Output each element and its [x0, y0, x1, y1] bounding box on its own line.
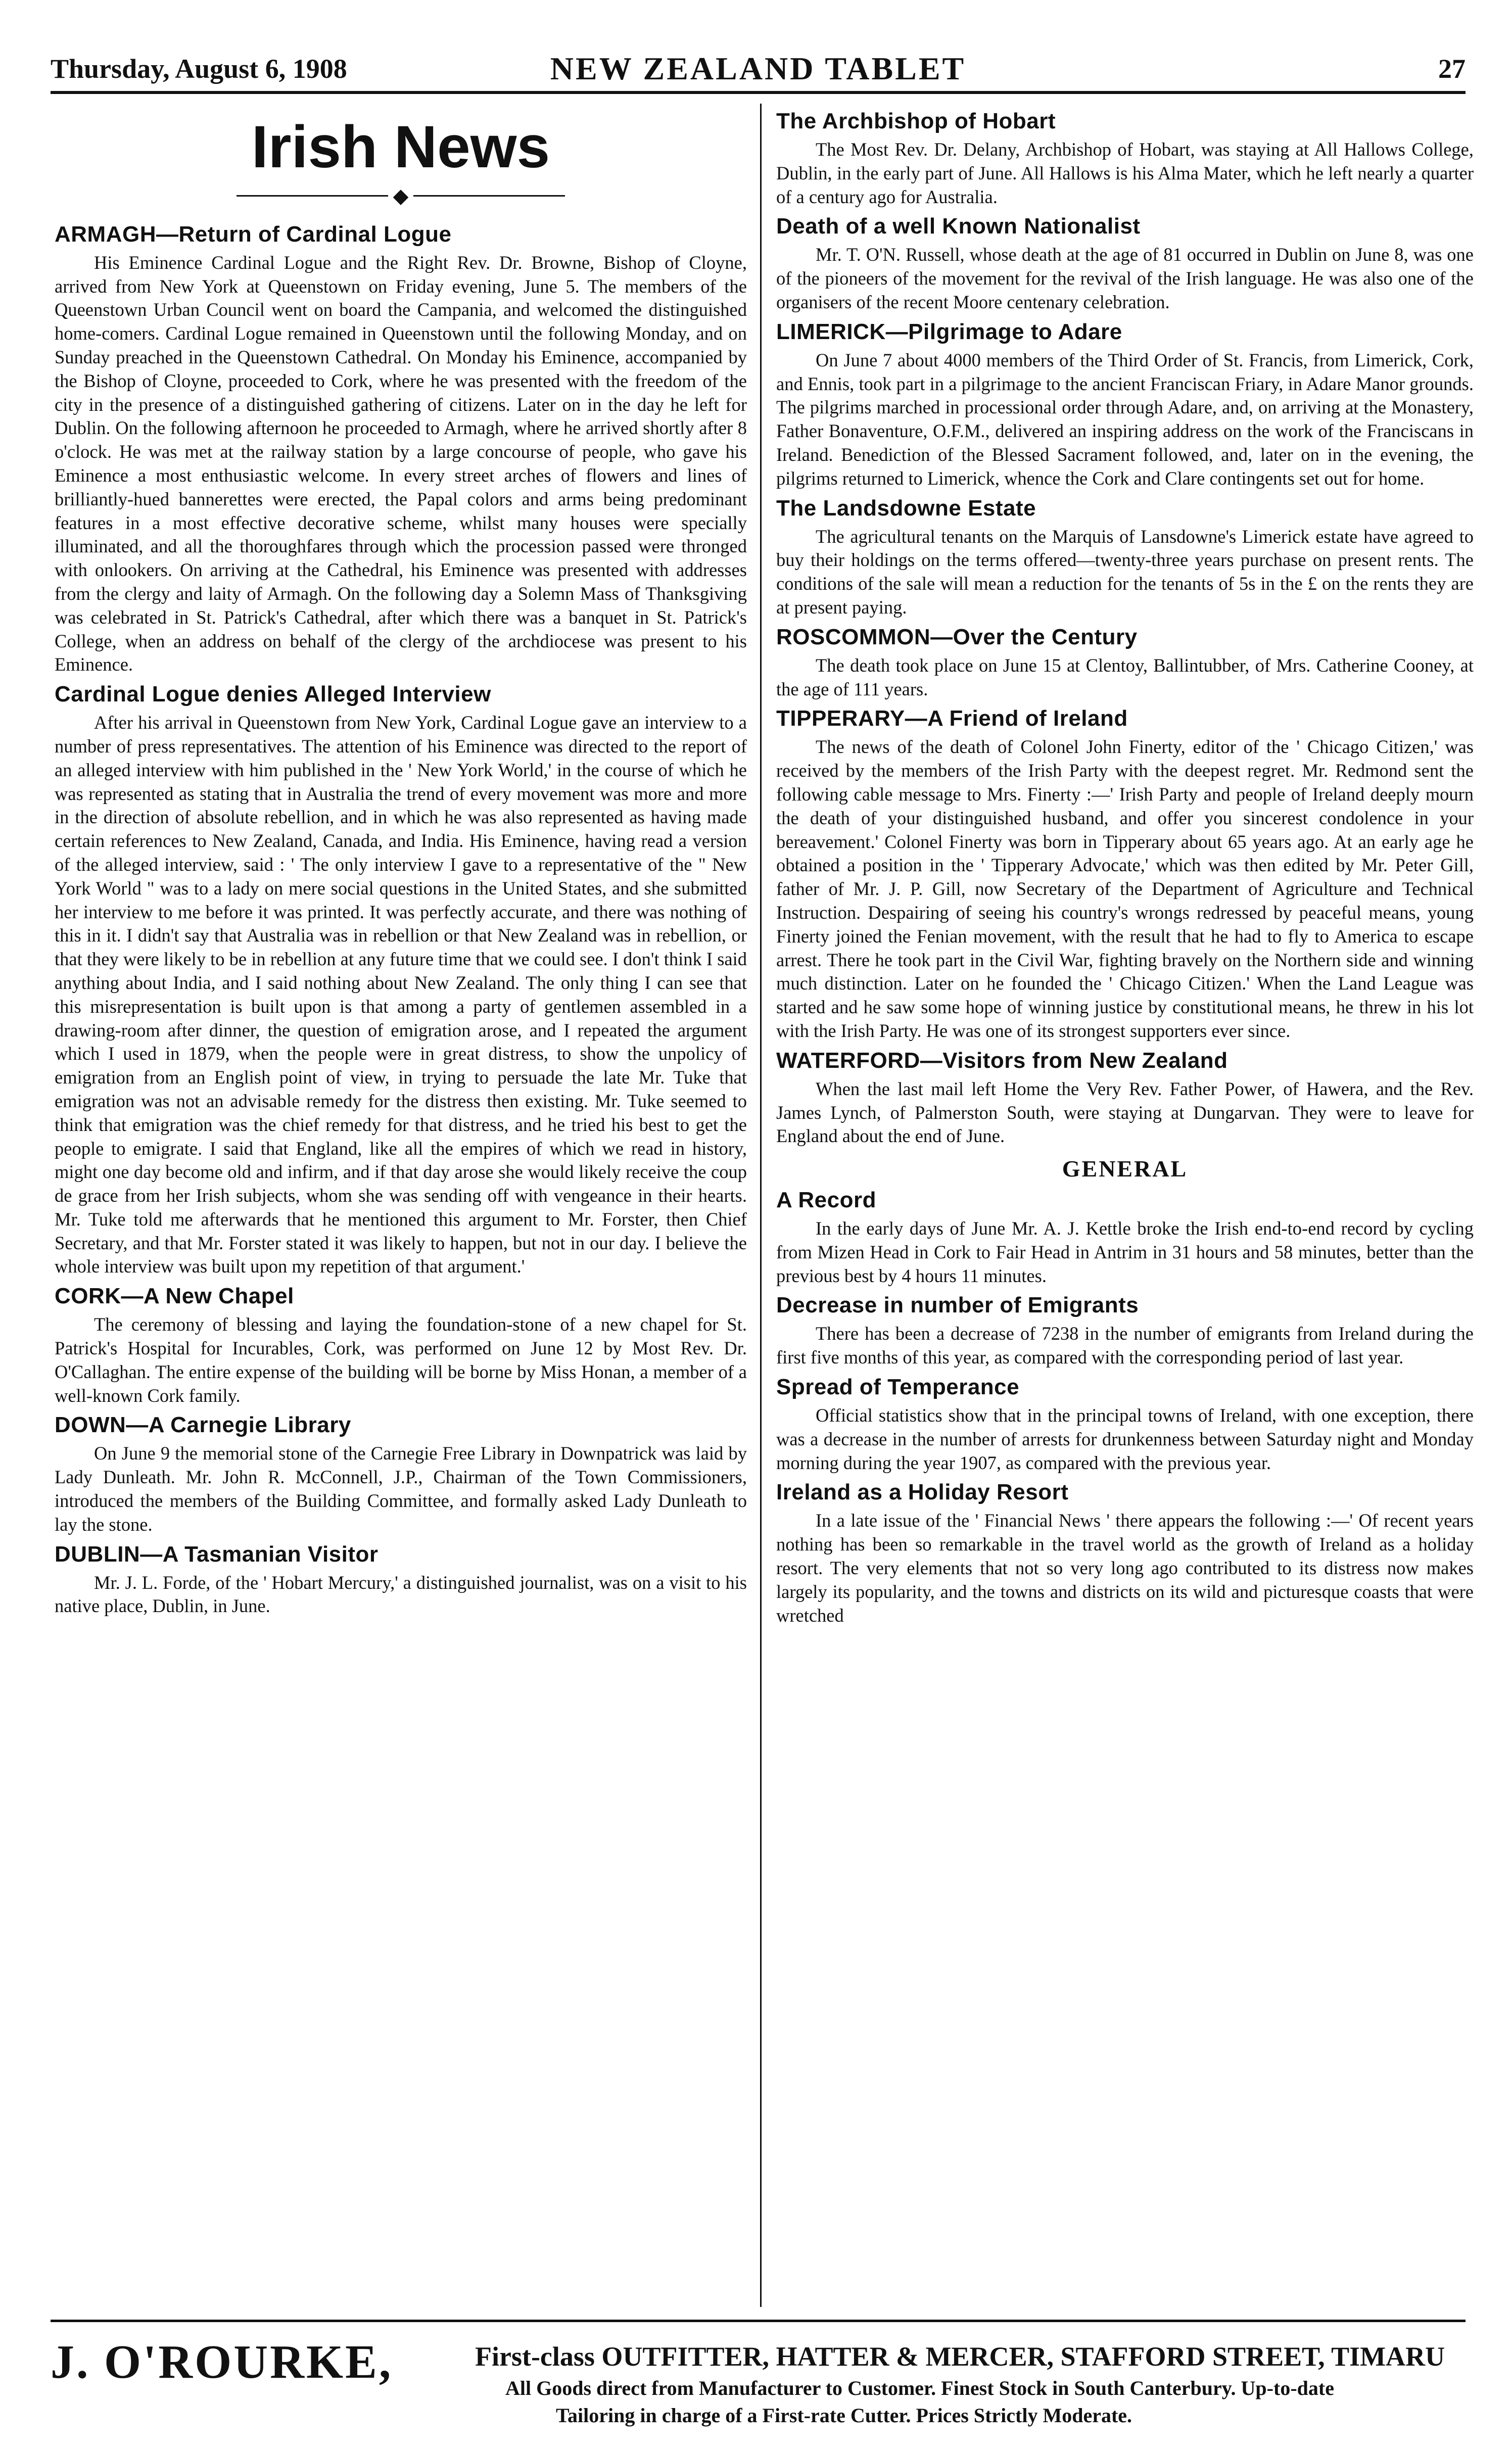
article-paragraph: The Most Rev. Dr. Delany, Archbishop of Hobart, was staying at All Hallows College, Dublin, in the early part of June. All Hallows is his Alma Mater, which he left nearly a quarter of a century ago for Australia. [776, 139, 1474, 207]
article-heading: Death of a well Known Nationalist [776, 214, 1141, 239]
article-paragraph: There has been a decrease of 7238 in the number of emigrants from Ireland during the first five months of this year, as compared with the corresponding period of last year. [776, 1323, 1474, 1368]
ad-line-1: First-class OUTFITTER, HATTER & MERCER, STAFFORD STREET, TIMARU [475, 2341, 1445, 2372]
page-number: 27 [1438, 54, 1466, 84]
masthead: NEW ZEALAND TABLET [550, 51, 966, 86]
article-heading: The Archbishop of Hobart [776, 109, 1056, 133]
article-paragraph: The agricultural tenants on the Marquis of Lansdowne's Limerick estate have agreed to buy their holdings on the terms offered—twenty-three years purchase on present rents. The conditions of the sale will mean a reduction for the tenants of 5s in the £ on the rents they are at present paying. [776, 526, 1474, 618]
article-heading: The Landsdowne Estate [776, 495, 1036, 521]
article-paragraph: The ceremony of blessing and laying the foundation-stone of a new chapel for St. Patrick's Hospital for Incurables, Cork, was performed on June 12 by Most Rev. Dr. O'Callaghan. The entire expense of the building will be borne by Miss Honan, a member of a well-known Cork family. [55, 1314, 747, 1406]
right-column [776, 104, 1474, 1629]
article-paragraph: The death took place on June 15 at Clentoy, Ballintubber, of Mrs. Catherine Cooney, at the age of 111 years. [776, 654, 1474, 699]
article-paragraph: On June 7 about 4000 members of the Third Order of St. Francis, from Limerick, Cork, and Ennis, took part in a pilgrimage to the ancient Franciscan Friary, in Adare Manor grounds. The pilgrims marched in processional order through Adare, and, on arriving at the Monastery, Father Bonaventure, O.F.M., delivered an inspiring address on the work of the Franciscans in Ireland. Benediction of the Blessed Sacrament followed, and, later on in the evening, the pilgrims returned to Limerick, whence the Cork and Clare contingents set out for home. [776, 349, 1474, 489]
article-heading: ARMAGH—Return of Cardinal Logue [55, 221, 452, 247]
article-heading: ROSCOMMON—Over the Century [776, 624, 1138, 649]
article-paragraph: The news of the death of Colonel John Finerty, editor of the ' Chicago Citizen,' was received by the members of the Irish Party with the deepest regret. Mr. Redmond sent the following cable message to Mrs. Finerty :—' Irish Party and people of Ireland deeply mourn the death of your distinguished husband, and offer you sincerest condolence in your bereavement.' Colonel Finerty was born in Tipperary about 65 years ago. At an early age he obtained a position in the ' Tipperary Advocate,' which was then edited by Mr. Peter Gill, father of Mr. J. P. Gill, now Secretary of the Department of Agriculture and Technical Instruction. Despairing of seeing his country's wrongs redressed by peaceful means, young Finerty joined the Fenian movement, with the result that he had to fly to America to escape arrest. There he took part in the Civil War, fighting bravely on the Northern side and winning much distinction. Later on he founded the ' Chicago Citizen.' When the Land League was started and he saw some hope of winning justice by constitutional means, he threw in his lot with the Irish Party. He was one of its strongest supporters ever since. [776, 736, 1474, 1041]
page-header [51, 49, 1466, 94]
article-heading: DOWN—A Carnegie Library [55, 1412, 351, 1438]
article-heading: TIPPERARY—A Friend of Ireland [776, 706, 1128, 731]
article-paragraph: His Eminence Cardinal Logue and the Right Rev. Dr. Browne, Bishop of Cloyne, arrived from New York at Queenstown on Friday evening, June 5. The members of the Queenstown Urban Council went on board the Campania, and welcomed the distinguished home-comers. Cardinal Logue remained in Queenstown until the following Monday, and on Sunday preached in the Queenstown Cathedral. On Monday his Eminence, accompanied by the Bishop of Cloyne, proceeded to Cork, where he was presented with the freedom of the city in the presence of a distinguished gathering of citizens. Later on in the day he left for Dublin. On the following afternoon he proceeded to Armagh, where he arrived shortly after 8 o'clock. He was met at the railway station by a large concourse of people, who gave his Eminence a most enthusiastic welcome. In every street arches of flowers and lines of brilliantly-hued bannerettes were erected, the Papal colors and arms being predominant features in a most effective decorative scheme, whilst many houses were specially illuminated, and all the thoroughfares through which the procession passed were thronged with onlookers. On arriving at the Cathedral, his Eminence was presented with addresses from the clergy and laity of Armagh. On the following day a Solemn Mass of Thanksgiving was celebrated in St. Patrick's Cathedral, after which there was a banquet in St. Patrick's College, when an address on behalf of the clergy of the archdiocese was present to his Eminence. [55, 252, 747, 675]
article-paragraph: Mr. T. O'N. Russell, whose death at the age of 81 occurred in Dublin on June 8, was one of the pioneers of the movement for the revival of the Irish language. He was also one of the organisers of the recent Moore centenary celebration. [776, 244, 1474, 312]
column-divider [760, 104, 762, 2307]
ornament-rule-left [237, 195, 388, 197]
article-heading: LIMERICK—Pilgrimage to Adare [776, 319, 1122, 344]
article-heading: WATERFORD—Visitors from New Zealand [776, 1048, 1228, 1073]
article-paragraph: After his arrival in Queenstown from New York, Cardinal Logue gave an interview to a number of press representatives. The attention of his Eminence was directed to the report of an alleged interview with him published in the ' New York World,' in the course of which he was represented as stating that in Australia the trend of every movement was more and more in the direction of absolute rebellion, and in which he was also represented as having made certain references to New Zealand, Canada, and India. His Eminence, having read a version of the alleged interview, said : ' The only interview I gave to a representative of the " New York World " was to a lady on mere social questions in the United States, and she submitted her interview to me before it was printed. It was perfectly accurate, and there was nothing of this in it. I didn't say that Australia was in rebellion or that New Zealand was in rebellion, or that they were likely to be in rebellion at any future time that we could see. I don't think I said anything about India, and I said nothing about New Zealand. The only thing I can see that this misrepresentation is built upon is that among a party of gentlemen assembled in a drawing-room after dinner, the question of emigration arose, and I repeated the argument which I used in 1879, when the people were in great distress, to show the unpolicy of emigration from an English point of view, in trying to persuade the late Mr. Tuke that emigration was not an advisable remedy for the distress then existing. Mr. Tuke seemed to think that emigration was the chief remedy for that distress, and he tried his best to get the people to emigrate. I said that England, like all the empires of which we read in history, might one day become old and infirm, and if that day arose she would likely receive the coup de grace from her Irish subjects, whom she was sending off with vengeance in their hearts. Mr. Tuke told me afterwards that he mentioned this argument to Mr. Forster, then Chief Secretary, and that Mr. Forster stated it was likely to happen, but not in our day. I believe the whole interview was built upon my repetition of that argument.' [55, 712, 747, 1277]
issue-date: Thursday, August 6, 1908 [51, 54, 347, 84]
article-paragraph: In the early days of June Mr. A. J. Kettle broke the Irish end-to-end record by cycling from Mizen Head in Cork to Fair Head in Antrim in 31 hours and 58 minutes, better than the previous best by 4 hours 11 minutes. [776, 1218, 1474, 1286]
article-heading: Spread of Temperance [776, 1375, 1020, 1400]
article-paragraph: When the last mail left Home the Very Rev. Father Power, of Hawera, and the Rev. James Lynch, of Palmerston South, were staying at Dungarvan. They were to leave for England about the end of June. [776, 1078, 1474, 1147]
section-title: Irish News [251, 114, 550, 180]
article-paragraph: Official statistics show that in the principal towns of Ireland, with one exception, there was a decrease in the number of arrests for drunkenness between Saturday night and Monday morning during the year 1907, as compared with the previous year. [776, 1405, 1474, 1473]
article-heading: A Record [776, 1188, 876, 1213]
advertisement [51, 2330, 1466, 2431]
diamond-icon: ◆ [393, 184, 409, 207]
advertiser-name: J. O'ROURKE, [51, 2336, 393, 2388]
article-heading: CORK—A New Chapel [55, 1284, 294, 1309]
article-heading: Decrease in number of Emigrants [776, 1293, 1139, 1318]
left-column [55, 104, 747, 1620]
ornament-rule-right [413, 195, 565, 197]
article-paragraph: On June 9 the memorial stone of the Carnegie Free Library in Downpatrick was laid by Lady Dunleath. Mr. John R. McConnell, J.P., Chairman of the Town Commissioners, introduced the members of the Building Committee, and formally asked Lady Dunleath to lay the stone. [55, 1443, 747, 1535]
article-heading: Ireland as a Holiday Resort [776, 1480, 1069, 1505]
article-heading: DUBLIN—A Tasmanian Visitor [55, 1541, 379, 1567]
ad-line-3: Tailoring in charge of a First-rate Cutter. Prices Strictly Moderate. [556, 2404, 1132, 2427]
ad-line-2: All Goods direct from Manufacturer to Customer. Finest Stock in South Canterbury. Up-to-date [505, 2377, 1334, 2399]
article-paragraph: Mr. J. L. Forde, of the ' Hobart Mercury,' a distinguished journalist, was on a visit to his native place, Dublin, in June. [55, 1572, 747, 1617]
article-heading: Cardinal Logue denies Alleged Interview [55, 682, 491, 707]
ornament-divider [55, 181, 747, 209]
article-paragraph: In a late issue of the ' Financial News ' there appears the following :—' Of recent years nothing has been so remarkable in the travel world as the growth of Ireland as a holiday resort. The very elements that not so very long ago contributed to its distress now makes largely its popularity, and the towns and districts on its wild and picturesque coasts that were wretched [776, 1510, 1474, 1626]
article-heading: GENERAL [1062, 1156, 1188, 1182]
advertisement-rule [51, 2320, 1466, 2322]
